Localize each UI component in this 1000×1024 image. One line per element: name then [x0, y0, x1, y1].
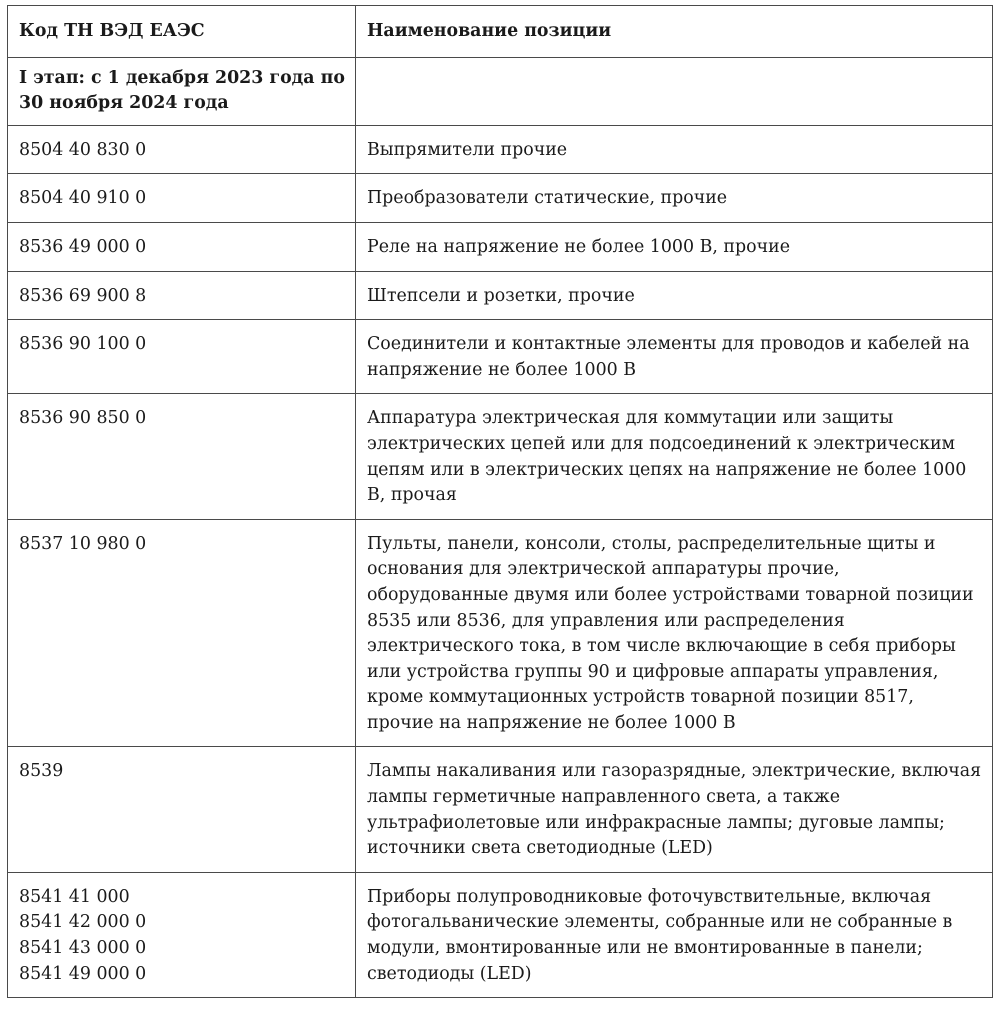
table-row — [8, 222, 993, 271]
stage-row — [8, 57, 993, 125]
name-cell: Приборы полупроводниковые фоточувствительные, включая фотогальванические элементы, собранные или не собранные в модули, вмонтированные или не вмонтированные в панели; светодиоды (LED) — [356, 872, 993, 997]
name-cell: Выпрямители прочие — [356, 125, 993, 174]
table-row — [8, 872, 993, 997]
code-cell — [8, 872, 356, 997]
code-cell: 8536 90 850 0 — [8, 394, 356, 519]
code-line: 8541 49 000 0 — [19, 963, 147, 984]
table-header-row — [8, 6, 993, 58]
table-row — [8, 519, 993, 747]
table-row — [8, 394, 993, 519]
table-row — [8, 174, 993, 223]
code-cell: 8504 40 910 0 — [8, 174, 356, 223]
header-name: Наименование позиции — [356, 6, 993, 58]
stage-label: I этап: с 1 декабря 2023 года по 30 ноября 2024 года — [8, 57, 356, 125]
code-line: 8541 42 000 0 — [19, 912, 147, 933]
name-cell: Преобразователи статические, прочие — [356, 174, 993, 223]
tnved-codes-table — [7, 5, 993, 998]
stage-empty-cell — [356, 57, 993, 125]
name-cell: Пульты, панели, консоли, столы, распределительные щиты и основания для электрической аппаратуры прочие, оборудованные двумя или более устройствами товарной позиции 8535 или 8536, для управления или распределения электрического тока, в том числе включающие в себя приборы или устройства группы 90 и цифровые аппараты управления, кроме коммутационных устройств товарной позиции 8517, прочие на напряжение не более 1000 В — [356, 519, 993, 747]
table-row — [8, 125, 993, 174]
table-row — [8, 320, 993, 394]
name-cell: Лампы накаливания или газоразрядные, электрические, включая лампы герметичные направленного света, а также ультрафиолетовые или инфракрасные лампы; дуговые лампы; источники света светодиодные (LED) — [356, 747, 993, 872]
code-cell: 8504 40 830 0 — [8, 125, 356, 174]
code-cell: 8536 69 900 8 — [8, 271, 356, 320]
name-cell: Соединители и контактные элементы для проводов и кабелей на напряжение не более 1000 В — [356, 320, 993, 394]
name-cell: Реле на напряжение не более 1000 В, прочие — [356, 222, 993, 271]
table-row — [8, 747, 993, 872]
code-cell: 8536 49 000 0 — [8, 222, 356, 271]
name-cell: Аппаратура электрическая для коммутации или защиты электрических цепей или для подсоединений к электрическим цепям или в электрических цепях на напряжение не более 1000 В, прочая — [356, 394, 993, 519]
header-code: Код ТН ВЭД ЕАЭС — [8, 6, 356, 58]
code-cell: 8536 90 100 0 — [8, 320, 356, 394]
table-row — [8, 271, 993, 320]
code-line: 8541 41 000 — [19, 886, 130, 907]
name-cell: Штепсели и розетки, прочие — [356, 271, 993, 320]
code-cell: 8539 — [8, 747, 356, 872]
code-cell: 8537 10 980 0 — [8, 519, 356, 747]
code-line: 8541 43 000 0 — [19, 938, 147, 959]
